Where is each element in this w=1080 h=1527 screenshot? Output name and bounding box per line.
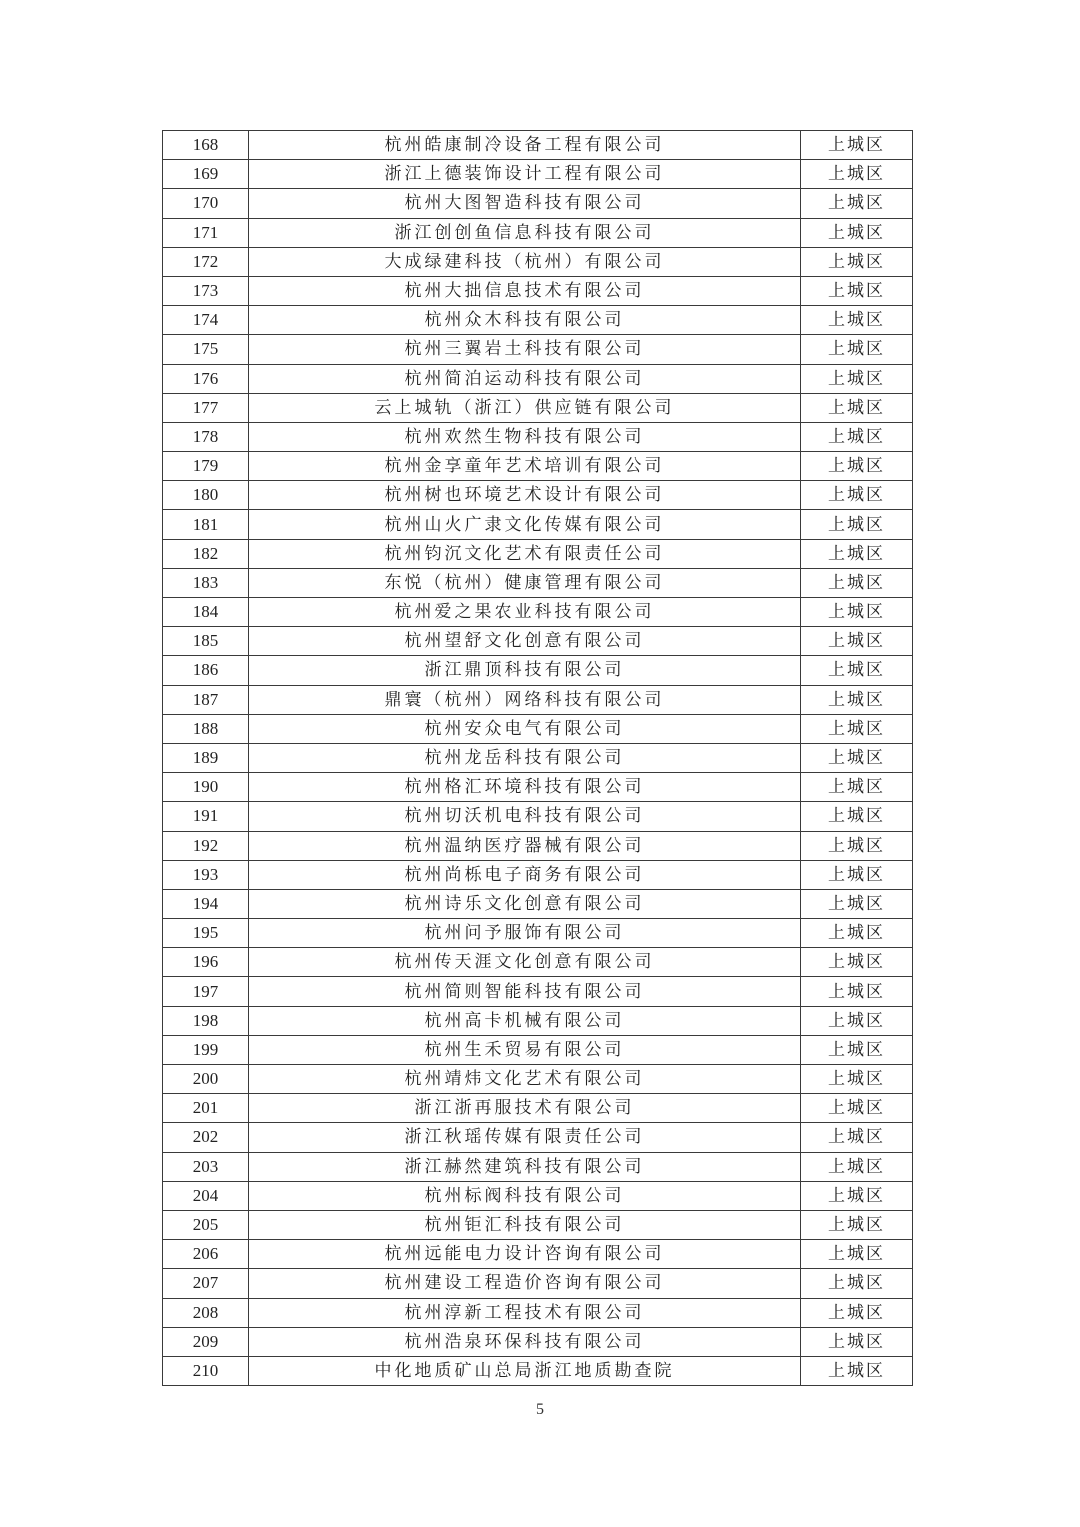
district: 上城区 [801, 1065, 913, 1094]
district: 上城区 [801, 160, 913, 189]
row-number: 183 [163, 568, 249, 597]
row-number: 196 [163, 948, 249, 977]
row-number: 188 [163, 714, 249, 743]
table-row [163, 714, 913, 743]
company-name: 杭州钧沉文化艺术有限责任公司 [249, 539, 801, 568]
company-name: 杭州爱之果农业科技有限公司 [249, 598, 801, 627]
row-number: 197 [163, 977, 249, 1006]
row-number: 179 [163, 452, 249, 481]
company-name: 杭州龙岳科技有限公司 [249, 743, 801, 772]
district: 上城区 [801, 656, 913, 685]
row-number: 195 [163, 919, 249, 948]
company-name: 杭州标阀科技有限公司 [249, 1181, 801, 1210]
company-name: 东悦（杭州）健康管理有限公司 [249, 568, 801, 597]
table-row [163, 743, 913, 772]
row-number: 173 [163, 276, 249, 305]
row-number: 189 [163, 743, 249, 772]
row-number: 210 [163, 1356, 249, 1385]
company-name: 浙江上德装饰设计工程有限公司 [249, 160, 801, 189]
company-name: 浙江赫然建筑科技有限公司 [249, 1152, 801, 1181]
table-row [163, 1065, 913, 1094]
district: 上城区 [801, 1094, 913, 1123]
table-row [163, 335, 913, 364]
table-row [163, 393, 913, 422]
district: 上城区 [801, 802, 913, 831]
row-number: 177 [163, 393, 249, 422]
table-row [163, 1181, 913, 1210]
row-number: 206 [163, 1240, 249, 1269]
district: 上城区 [801, 977, 913, 1006]
company-name: 杭州格汇环境科技有限公司 [249, 773, 801, 802]
company-name: 杭州高卡机械有限公司 [249, 1006, 801, 1035]
table-row [163, 627, 913, 656]
district: 上城区 [801, 189, 913, 218]
district: 上城区 [801, 831, 913, 860]
district: 上城区 [801, 1240, 913, 1269]
district: 上城区 [801, 773, 913, 802]
company-name: 浙江秋瑶传媒有限责任公司 [249, 1123, 801, 1152]
company-name: 杭州尚栎电子商务有限公司 [249, 860, 801, 889]
company-name: 杭州简则智能科技有限公司 [249, 977, 801, 1006]
table-row [163, 1240, 913, 1269]
company-name: 浙江鼎顶科技有限公司 [249, 656, 801, 685]
district: 上城区 [801, 539, 913, 568]
row-number: 182 [163, 539, 249, 568]
district: 上城区 [801, 714, 913, 743]
table-row [163, 919, 913, 948]
district: 上城区 [801, 889, 913, 918]
district: 上城区 [801, 1210, 913, 1239]
district: 上城区 [801, 247, 913, 276]
table-row [163, 276, 913, 305]
row-number: 205 [163, 1210, 249, 1239]
row-number: 170 [163, 189, 249, 218]
district: 上城区 [801, 860, 913, 889]
company-name: 鼎寰（杭州）网络科技有限公司 [249, 685, 801, 714]
district: 上城区 [801, 598, 913, 627]
company-name: 杭州三翼岩土科技有限公司 [249, 335, 801, 364]
row-number: 184 [163, 598, 249, 627]
table-row [163, 802, 913, 831]
district: 上城区 [801, 627, 913, 656]
row-number: 191 [163, 802, 249, 831]
table-row [163, 1298, 913, 1327]
company-name: 杭州山火广隶文化传媒有限公司 [249, 510, 801, 539]
district: 上城区 [801, 1269, 913, 1298]
row-number: 171 [163, 218, 249, 247]
company-name: 杭州诗乐文化创意有限公司 [249, 889, 801, 918]
company-name: 中化地质矿山总局浙江地质勘查院 [249, 1356, 801, 1385]
company-name: 杭州安众电气有限公司 [249, 714, 801, 743]
table-row [163, 306, 913, 335]
table-row [163, 189, 913, 218]
table-row [163, 131, 913, 160]
district: 上城区 [801, 1327, 913, 1356]
row-number: 202 [163, 1123, 249, 1152]
company-name: 杭州淳新工程技术有限公司 [249, 1298, 801, 1327]
company-name: 杭州远能电力设计咨询有限公司 [249, 1240, 801, 1269]
table-row [163, 598, 913, 627]
district: 上城区 [801, 1356, 913, 1385]
district: 上城区 [801, 306, 913, 335]
company-name: 杭州钜汇科技有限公司 [249, 1210, 801, 1239]
table-row [163, 568, 913, 597]
company-name: 浙江创创鱼信息科技有限公司 [249, 218, 801, 247]
company-list-table [162, 130, 913, 1386]
district: 上城区 [801, 510, 913, 539]
row-number: 190 [163, 773, 249, 802]
row-number: 175 [163, 335, 249, 364]
row-number: 201 [163, 1094, 249, 1123]
row-number: 209 [163, 1327, 249, 1356]
table-row [163, 1123, 913, 1152]
district: 上城区 [801, 948, 913, 977]
company-name: 杭州树也环境艺术设计有限公司 [249, 481, 801, 510]
company-name: 大成绿建科技（杭州）有限公司 [249, 247, 801, 276]
row-number: 208 [163, 1298, 249, 1327]
table-body [163, 131, 913, 1386]
table-row [163, 481, 913, 510]
row-number: 192 [163, 831, 249, 860]
row-number: 186 [163, 656, 249, 685]
district: 上城区 [801, 1035, 913, 1064]
row-number: 200 [163, 1065, 249, 1094]
row-number: 204 [163, 1181, 249, 1210]
table-row [163, 1356, 913, 1385]
company-name: 杭州传天涯文化创意有限公司 [249, 948, 801, 977]
row-number: 193 [163, 860, 249, 889]
table-row [163, 1094, 913, 1123]
table-row [163, 860, 913, 889]
row-number: 168 [163, 131, 249, 160]
company-name: 云上城轨（浙江）供应链有限公司 [249, 393, 801, 422]
table-row [163, 1210, 913, 1239]
company-name: 浙江浙再服技术有限公司 [249, 1094, 801, 1123]
company-name: 杭州众木科技有限公司 [249, 306, 801, 335]
row-number: 174 [163, 306, 249, 335]
company-name: 杭州建设工程造价咨询有限公司 [249, 1269, 801, 1298]
table-row [163, 247, 913, 276]
company-name: 杭州望舒文化创意有限公司 [249, 627, 801, 656]
company-name: 杭州温纳医疗器械有限公司 [249, 831, 801, 860]
table-row [163, 656, 913, 685]
page-number: 5 [536, 1401, 544, 1418]
table-row [163, 1006, 913, 1035]
district: 上城区 [801, 919, 913, 948]
company-name: 杭州金享童年艺术培训有限公司 [249, 452, 801, 481]
table-row [163, 685, 913, 714]
table-row [163, 1327, 913, 1356]
company-name: 杭州生禾贸易有限公司 [249, 1035, 801, 1064]
table-row [163, 977, 913, 1006]
row-number: 198 [163, 1006, 249, 1035]
row-number: 176 [163, 364, 249, 393]
district: 上城区 [801, 481, 913, 510]
district: 上城区 [801, 685, 913, 714]
district: 上城区 [801, 1152, 913, 1181]
row-number: 178 [163, 422, 249, 451]
company-name: 杭州欢然生物科技有限公司 [249, 422, 801, 451]
row-number: 207 [163, 1269, 249, 1298]
company-name: 杭州靖炜文化艺术有限公司 [249, 1065, 801, 1094]
table-row [163, 889, 913, 918]
district: 上城区 [801, 393, 913, 422]
district: 上城区 [801, 1123, 913, 1152]
table-row [163, 1269, 913, 1298]
district: 上城区 [801, 452, 913, 481]
district: 上城区 [801, 131, 913, 160]
row-number: 185 [163, 627, 249, 656]
district: 上城区 [801, 743, 913, 772]
table-row [163, 160, 913, 189]
table-row [163, 1152, 913, 1181]
district: 上城区 [801, 1181, 913, 1210]
table-row [163, 364, 913, 393]
row-number: 172 [163, 247, 249, 276]
table-row [163, 452, 913, 481]
table-row [163, 1035, 913, 1064]
district: 上城区 [801, 364, 913, 393]
table-row [163, 773, 913, 802]
district: 上城区 [801, 276, 913, 305]
table-row [163, 510, 913, 539]
company-name: 杭州皓康制冷设备工程有限公司 [249, 131, 801, 160]
company-name: 杭州大图智造科技有限公司 [249, 189, 801, 218]
row-number: 199 [163, 1035, 249, 1064]
district: 上城区 [801, 422, 913, 451]
company-name: 杭州大拙信息技术有限公司 [249, 276, 801, 305]
table-row [163, 422, 913, 451]
row-number: 169 [163, 160, 249, 189]
row-number: 203 [163, 1152, 249, 1181]
table-row [163, 948, 913, 977]
district: 上城区 [801, 568, 913, 597]
row-number: 180 [163, 481, 249, 510]
table-row [163, 539, 913, 568]
row-number: 194 [163, 889, 249, 918]
table-row [163, 218, 913, 247]
row-number: 181 [163, 510, 249, 539]
district: 上城区 [801, 1298, 913, 1327]
row-number: 187 [163, 685, 249, 714]
district: 上城区 [801, 218, 913, 247]
company-name: 杭州问予服饰有限公司 [249, 919, 801, 948]
district: 上城区 [801, 335, 913, 364]
district: 上城区 [801, 1006, 913, 1035]
company-name: 杭州切沃机电科技有限公司 [249, 802, 801, 831]
company-name: 杭州浩泉环保科技有限公司 [249, 1327, 801, 1356]
company-name: 杭州简泊运动科技有限公司 [249, 364, 801, 393]
table-row [163, 831, 913, 860]
